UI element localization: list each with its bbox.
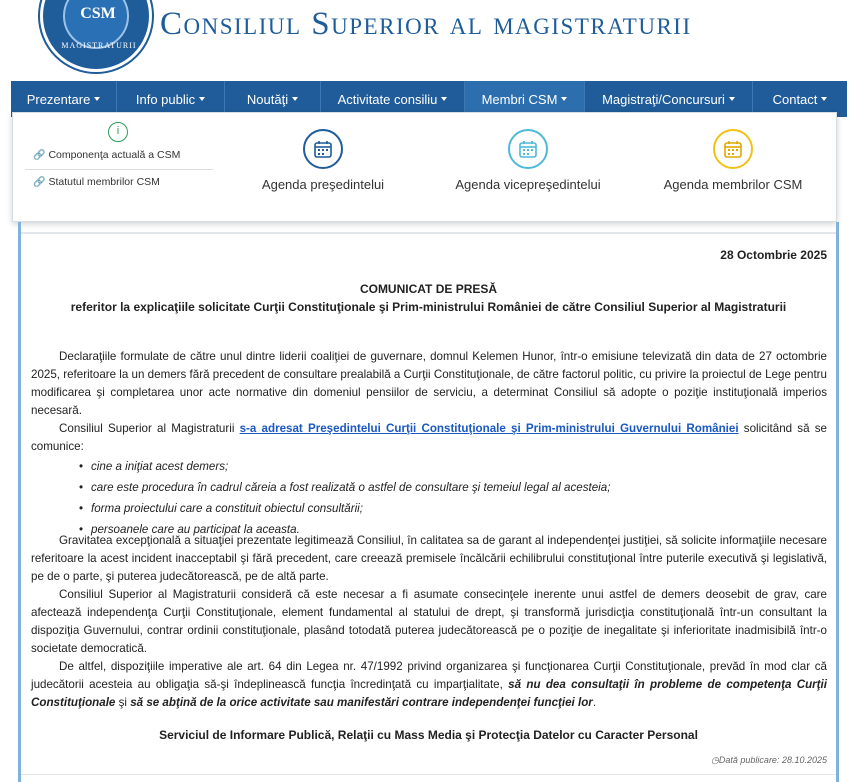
article-title: COMUNICAT DE PRESĂ [359, 282, 498, 296]
calendar-icon [508, 129, 548, 169]
info-icon: i [108, 122, 128, 142]
agenda-presedinte[interactable] [238, 129, 408, 192]
nav-item-label: Prezentare [26, 91, 91, 107]
article-body-top [31, 348, 827, 540]
article-subtitle: referitor la explicaţiile solicitate Curţii Constituţionale şi Prim-ministrului României de către Consiliul Superior al Magistraturii [70, 300, 787, 314]
nav-item-label: Magistraţi/Concursuri [602, 91, 725, 107]
caret-down-icon [441, 97, 447, 101]
site-header [0, 0, 851, 80]
nav-item-label: Noutăţi [246, 91, 289, 107]
question-list [79, 456, 827, 540]
agenda-membri[interactable] [648, 129, 818, 192]
text: . [592, 696, 597, 709]
article-body-bottom [31, 532, 827, 712]
logo-ring-text: MAGISTRATURII [61, 41, 137, 50]
agenda-label: Agenda membrilor CSM [663, 177, 803, 192]
list-item: • persoanele care au participat la aceasta. [79, 519, 827, 540]
membri-csm-dropdown [12, 112, 837, 222]
link-icon: 🔗 [33, 176, 46, 188]
logo-text: CSM [80, 5, 116, 22]
list-item: • forma proiectului care a constituit obiectul consultării; [79, 498, 827, 519]
clock-icon: ◷ [711, 755, 719, 765]
link-label: Componenţa actuală a CSM [48, 149, 181, 161]
article-signature: Serviciul de Informare Publică, Relaţii cu Mass Media şi Protecţia Datelor cu Caracter Personal [159, 728, 698, 742]
link-icon: 🔗 [33, 149, 46, 161]
caret-down-icon [729, 97, 735, 101]
link-adresare[interactable]: s-a adresat Preşedintelui Curţii Constituţionale şi Prim-ministrului Guvernului României [239, 422, 739, 435]
emphasis: să nu dea consultaţii în probleme de competenţa Curţii Constituţionale [31, 678, 827, 709]
agenda-vicepresedinte[interactable] [443, 129, 613, 192]
list-item: • care este procedura în cadrul căreia a fost realizată o astfel de consultare şi temeiul legal al acesteia; [79, 477, 827, 498]
calendar-icon [303, 129, 343, 169]
agenda-label: Agenda vicepreşedintelui [455, 177, 601, 192]
caret-down-icon [199, 97, 205, 101]
link-statut-membri[interactable] [33, 176, 160, 188]
caret-down-icon [94, 97, 100, 101]
link-componenta-csm[interactable] [33, 149, 180, 161]
nav-item-label: Contact [772, 91, 818, 107]
nav-item-label: Info public [135, 91, 196, 107]
text: De altfel, dispoziţiile imperative ale art. 64 din Legea nr. 47/1992 privind organizarea şi funcţionarea Curţii Constituţionale, prevăd în mod clar că judecătorii acesteia au obligaţia să-şi îndeplinească funcţia încredinţată cu imparţialitate, [31, 660, 827, 691]
list-item: • cine a iniţiat acest demers; [79, 456, 827, 477]
text: Consiliul Superior al Magistraturii [59, 422, 240, 435]
text: şi [115, 696, 131, 709]
calendar-icon [713, 129, 753, 169]
caret-down-icon [561, 97, 567, 101]
paragraph: Declaraţiile formulate de către unul dintre liderii coaliţiei de guvernare, domnul Kelemen Hunor, într-o emisiune televizată din data de 27 octombrie 2025, referitoare la un demers fără precedent de consultare prealabilă a Curţii Constituţionale, de către factorul politic, cu privire la proiectul de Lege pentru modificarea şi completarea unor acte normative din domeniul pensiilor de serviciu, a determinat Consiliul să adopte o poziţie instituţională imperios necesară. [31, 350, 827, 417]
paragraph: Gravitatea excepţională a situaţiei prezentate legitimează Consiliul, în calitatea sa de garant al independenţei justiţiei, să solicite informaţiile necesare referitoare la acest incident inacceptabil şi fără precedent, care creează premisele încălcării echilibrului constituţional între puterile executivă şi legislativă, pe de o parte, şi puterea judecătorească, pe de altă parte. [31, 534, 827, 583]
divider [21, 774, 836, 775]
link-label: Statutul membrilor CSM [48, 176, 160, 188]
article-date: 28 Octombrie 2025 [720, 248, 827, 262]
publication-date-text: Dată publicare: 28.10.2025 [718, 755, 827, 765]
paragraph: Consiliul Superior al Magistraturii consideră că este necesar a fi asumate consecinţele inerente unui astfel de demers deosebit de grav, care afectează independenţa Curţii Constituţionale, element fundamental al statului de drept, şi transformă jurisdicţia constituţională într-un consultant la dispoziţia Guvernului, contrar ordinii constituţionale, plasând totodată puterea judecătorească pe o poziţie de inegalitate şi inferioritate inadmisibilă într-o societate democratică. [31, 588, 827, 655]
paragraph [31, 420, 827, 456]
text: solicitând să se comunice: [31, 422, 827, 453]
publication-date [711, 755, 827, 766]
nav-item-label: Membri CSM [481, 91, 558, 107]
agenda-label: Agenda preşedintelui [261, 177, 385, 192]
nav-item-label: Activitate consiliu [337, 91, 438, 107]
paragraph [31, 658, 827, 712]
site-title[interactable]: Consiliul Superior al magistraturii [160, 6, 692, 42]
csm-logo[interactable] [40, 0, 152, 72]
emphasis: să se abţină de la orice activitate sau manifestări contrare independenţei funcţiei lor [130, 696, 593, 709]
caret-down-icon [821, 97, 827, 101]
divider [25, 169, 213, 170]
caret-down-icon [292, 97, 298, 101]
divider [21, 232, 836, 234]
